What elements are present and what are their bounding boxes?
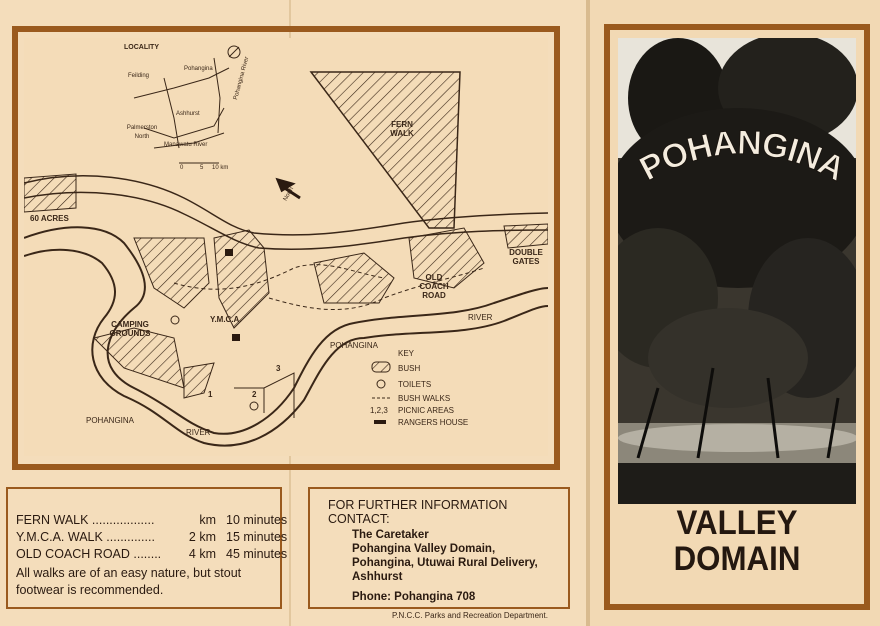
toilet-icon (171, 316, 179, 324)
info-line: Ashhurst (352, 571, 403, 583)
key-picnic-symbol: 1,2,3 (370, 406, 388, 415)
walk-row (16, 529, 306, 546)
scale-0: 0 (180, 165, 184, 171)
walk-time: 10 minutes (226, 513, 288, 527)
bush-area (504, 224, 548, 248)
cover-title-line1: VALLEY (676, 504, 798, 542)
toilet-icon (250, 402, 258, 410)
walk-name: OLD COACH ROAD ........ (16, 547, 162, 561)
rangers-house (225, 249, 233, 256)
cover-title-arc (622, 124, 862, 204)
label-camping-grounds: CAMPING GROUNDS (109, 320, 151, 338)
place-palmerston-north: Palmerston North (126, 125, 158, 140)
walk-name: Y.M.C.A. WALK .............. (16, 530, 155, 544)
label-river-lower: RIVER (186, 428, 211, 437)
walk-name: FERN WALK .................. (16, 513, 155, 527)
bush-60-acres (24, 174, 76, 212)
forest-photo (618, 38, 856, 504)
black-square-icon (374, 420, 386, 424)
map (24, 38, 548, 456)
svg-text:POHANGINA (634, 124, 851, 188)
label-double-gates: DOUBLE GATES (509, 248, 543, 266)
place-feilding: Feilding (128, 73, 150, 79)
walks-list (16, 512, 306, 599)
walk-distance: 4 km (188, 547, 216, 561)
key-rangers-label: RANGERS HOUSE (398, 418, 469, 427)
info-line: Pohangina Valley Domain, (352, 543, 496, 555)
info-text (328, 498, 558, 604)
north-label: North (282, 186, 296, 203)
walk-time: 45 minutes (226, 547, 288, 561)
label-river-upper: RIVER (468, 313, 493, 322)
key-toilets-label: TOILETS (398, 380, 432, 389)
label-60-acres: 60 ACRES (30, 214, 69, 223)
walk-row (16, 546, 306, 563)
toilet-icon (377, 380, 385, 388)
river-pohangina-inset: Pohangina River (233, 56, 251, 101)
bush-area (134, 238, 209, 308)
walk-distance: km (199, 513, 216, 527)
bush-area (214, 230, 269, 328)
cover-title (628, 505, 847, 577)
picnic-area-1: 1 (208, 390, 213, 399)
walk-distance: 2 km (188, 530, 216, 544)
map-drawing (24, 38, 548, 456)
key-picnic-label: PICNIC AREAS (398, 406, 455, 415)
scale-5: 5 (200, 165, 204, 171)
info-heading: FOR FURTHER INFORMATION CONTACT: (328, 498, 508, 526)
locality-title: LOCALITY (124, 44, 159, 51)
label-fern-walk: FERN WALK (390, 120, 414, 138)
hatched-bush-icon (372, 362, 390, 372)
place-ashhurst: Ashhurst (176, 111, 200, 117)
walks-note: All walks are of an easy nature, but stout footwear is recommended. (16, 566, 242, 597)
label-pohangina-lower: POHANGINA (86, 416, 135, 425)
scale-10: 10 km (212, 165, 229, 171)
credit: P.N.C.C. Parks and Recreation Department. (392, 611, 548, 620)
picnic-area-2: 2 (252, 390, 257, 399)
walk-row (16, 512, 306, 529)
label-ymca: Y.M.C.A. (210, 315, 242, 324)
key-bush-label: BUSH (398, 364, 421, 373)
info-line: Pohangina, Utuwai Rural Delivery, (352, 557, 538, 569)
cover-title-line2: DOMAIN (673, 540, 801, 578)
fold-line (586, 0, 590, 626)
label-pohangina-upper: POHANGINA (330, 341, 379, 350)
info-phone: Phone: Pohangina 708 (352, 591, 476, 603)
river-manawatu: Manawatu River (164, 142, 208, 148)
cover-title-arc-text: POHANGINA (633, 124, 851, 189)
picnic-area-3: 3 (276, 364, 281, 373)
label-old-coach-road: OLD COACH ROAD (419, 273, 449, 300)
forest-image (618, 38, 856, 504)
place-pohangina: Pohangina (184, 66, 213, 72)
bush-fern-walk (311, 72, 460, 228)
rangers-house (232, 334, 240, 341)
key-title: KEY (398, 349, 415, 358)
key-bushwalks-label: BUSH WALKS (398, 394, 451, 403)
walk-time: 15 minutes (226, 530, 288, 544)
info-line: The Caretaker (352, 529, 429, 541)
